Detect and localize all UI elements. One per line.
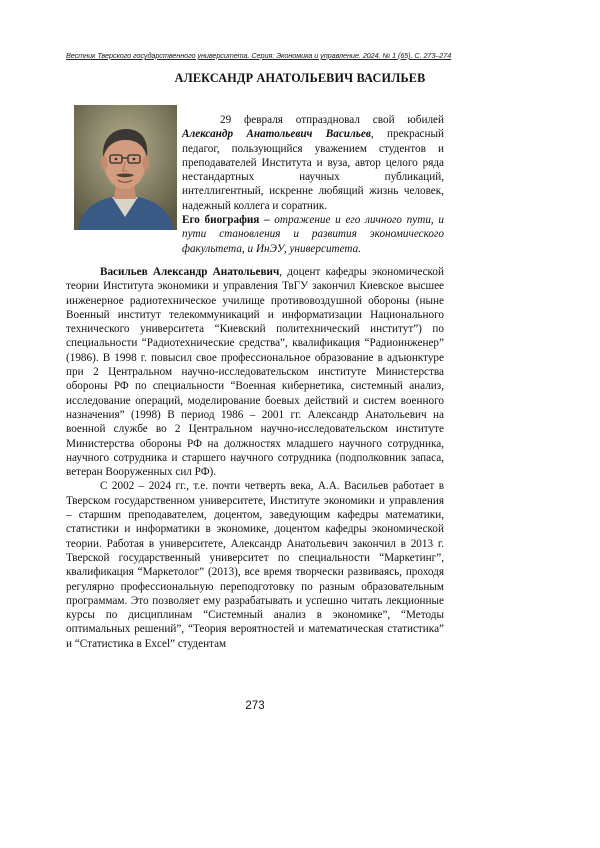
biography-lead [182,213,444,256]
page-number: 273 [245,700,265,712]
journal-running-header: Вестник Тверского государственного университета. Серия: Экономика и управление. 2024. № 1 (65). С. 273–274 [66,51,452,60]
body-paragraph-1 [66,265,444,479]
intro-text-rest: , прекрасный педагог, пользующийся уважением студентов и преподавателей Института и вуза, автор целого ряда нестандартных научных публикаций, интеллигентный, искренне любящий жизнь человек, надежный коллега и соратник. [182,128,445,212]
honoree-name: Александр Анатольевич Васильев [182,128,371,141]
full-name: Васильев Александр Анатольевич [100,266,280,278]
article-title: АЛЕКСАНДР АНАТОЛЬЕВИЧ ВАСИЛЬЕВ [174,71,426,85]
portrait-illustration [74,105,177,230]
article-body [66,265,444,651]
biography-lead-italic: отражение и его личного пути, и пути становления и развития экономического факультета, и ИнЭУ, университета. [182,214,444,255]
intro-text: 29 февраля отпраздновал свой юбилей [220,114,444,126]
biography-lead-bold: Его биография – [182,214,270,227]
body-paragraph-1-text: , доцент кафедры экономической теории Института экономики и управления ТвГУ закончил Киевское высшее инженерное радиотехническое училище противовоздушной обороны (ныне Военный институт телекоммуникаций и информатизации Национального технического университета “Киевский политехнический институт”) по специальности “Радиотехнические средства”, квалификация “Радиоинженер” (1986). В 1998 г. повысил свое профессиональное образование в адъюнктуре при 2 Центральном научно-исследовательском институте Министерства обороны РФ по специальности “Военная кибернетика, системный анализ, исследование операций, моделирование боевых действий и систем военного назначения” (1998) В период 1986 – 2001 гг. Александр Анатольевич на военной службе во 2 Центральном научно-исследовательском институте Министерства обороны РФ на должностях младшего научного сотрудника, научного сотрудника и старшего научного сотрудника (подполковник запаса, ветеран Вооруженных сил РФ). [66,266,444,479]
intro-section [182,113,444,256]
intro-paragraph [182,113,444,213]
portrait-photo [74,105,177,230]
body-paragraph-2: С 2002 – 2024 гг., т.е. почти четверть века, А.А. Васильев работает в Тверском государственном университете, Институте экономики и управления – старшим преподавателем, доцентом, заведующим кафедры математики, статистики и информатики в экономике, доцентом кафедры экономической теории. Работая в университете, Александр Анатольевич закончил в 2013 г. Тверской государственный университет по специальности “Маркетинг”, квалификация “Маркетолог” (2013), все время творчески развиваясь, проходя регулярно профессиональную переподготовку по разным образовательным программам. Это позволяет ему разрабатывать и успешно читать лекционные курсы по дисциплинам “Системный анализ в экономике”, “Методы оптимальных решений”, “Теория вероятностей и математическая статистика” и “Статистика в Excel” студентам [66,480,444,650]
